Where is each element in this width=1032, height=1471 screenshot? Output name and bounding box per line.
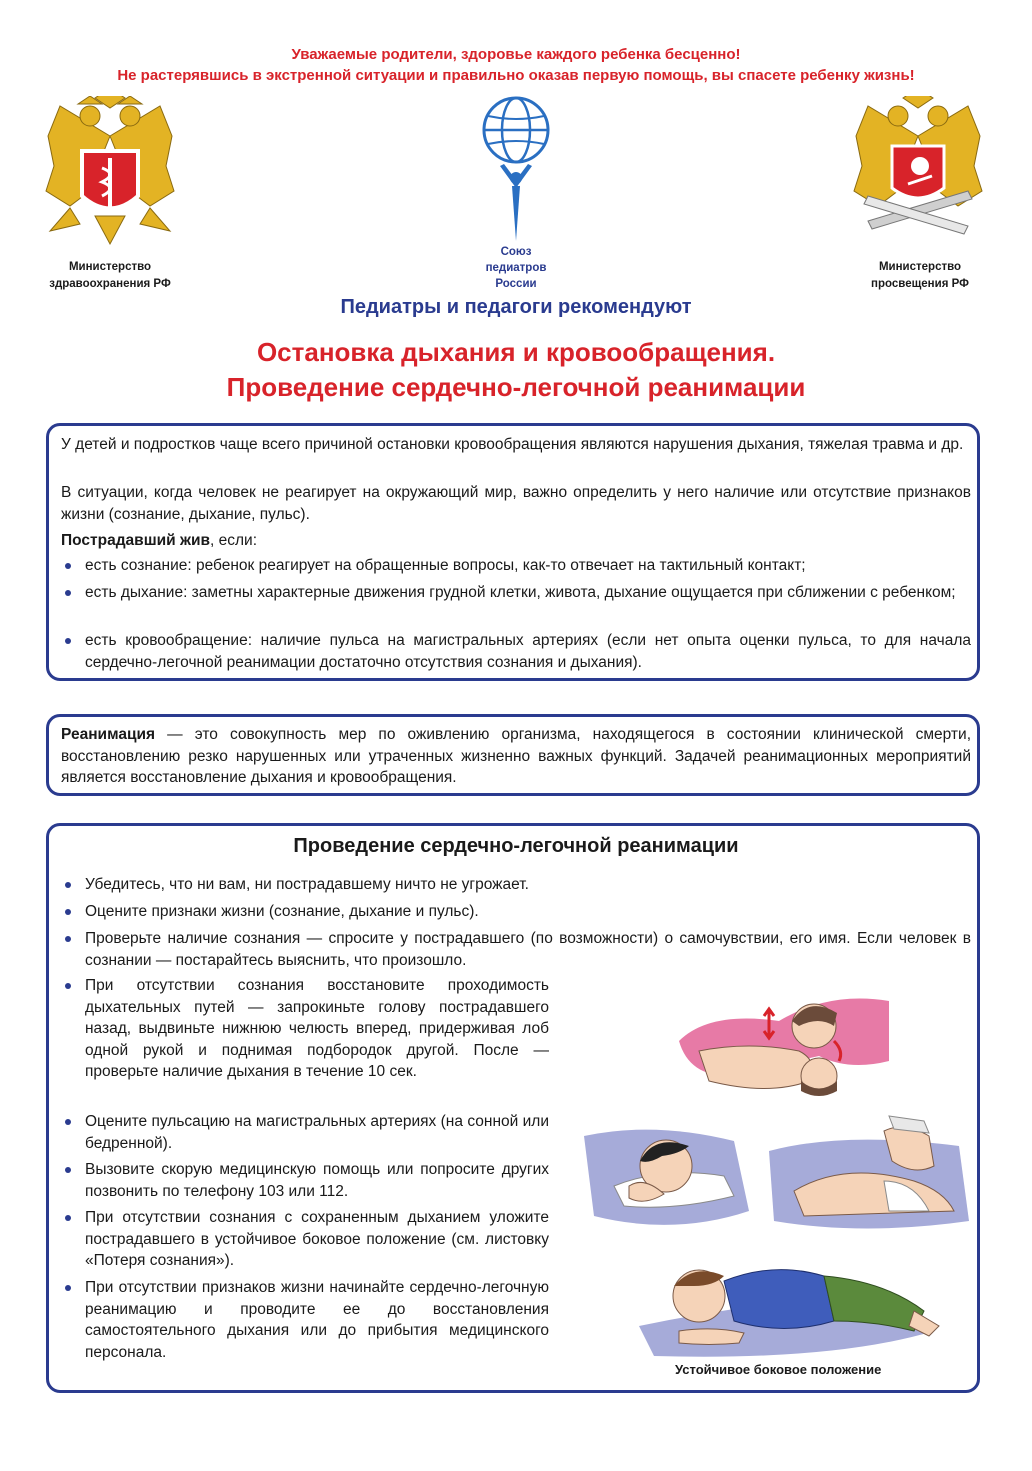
alive-criteria-heading (61, 530, 971, 552)
org-label-pediatrics-line1: Союз (500, 246, 532, 258)
bullet-icon (65, 638, 71, 644)
bullet-icon (65, 936, 71, 942)
header-line-2: Не растерявшись в экстренной ситуации и правильно оказав первую помощь, вы спасете ребенку жизнь! (117, 67, 915, 84)
org-label-pediatrics (466, 244, 566, 292)
org-label-education-line2: просвещения РФ (871, 278, 969, 290)
bullet-icon (65, 909, 71, 915)
cpr-step-4: При отсутствии сознания восстановите проходимость дыхательных путей — запрокиньте голову пострадавшего назад, выдвиньте нижнюю челюсть вперед, придерживая лоб одной рукой и поднимая подбородок другой. После — проверьте наличие дыхания в течение 10 сек. (85, 977, 549, 1080)
bullet-icon (65, 983, 71, 989)
definition-term: Реанимация (61, 726, 156, 743)
bullet-icon (65, 1119, 71, 1125)
cpr-step-5: Оцените пульсацию на магистральных артериях (на сонной или бедренной). (85, 1113, 549, 1152)
cpr-box (46, 823, 980, 1393)
org-label-health-line1: Министерство (68, 261, 152, 273)
intro-box (46, 423, 980, 681)
bullet-icon (65, 590, 71, 596)
eagle-emblem-icon (848, 96, 988, 246)
org-label-education-line1: Министерство (878, 261, 962, 273)
org-label-health (30, 259, 190, 293)
org-label-education (840, 259, 1000, 293)
cpr-step-2: Оцените признаки жизни (сознание, дыхание и пульс). (85, 903, 479, 920)
alive-bold: Пострадавший жив (61, 532, 211, 549)
page-title-line-2: Проведение сердечно-легочной реанимации (226, 372, 806, 402)
intro-paragraph-1: У детей и подростков чаще всего причиной остановки кровообращения являются нарушения дыхания, тяжелая травма и др. (61, 436, 964, 453)
pediatrics-union-logo-icon (478, 96, 554, 246)
alive-rest: , если: (210, 532, 258, 549)
eagle-emblem-icon (40, 96, 180, 246)
cpr-step-7: При отсутствии сознания с сохраненным дыханием уложите пострадавшего в устойчивое боковое положение (см. листовку «Потеря сознания»). (85, 1209, 549, 1269)
intro-item-3: есть кровообращение: наличие пульса на магистральных артериях (если нет опыта оценки пульса, то для начала сердечно-легочной реанимации достаточно отсутствия сознания и дыхания). (85, 632, 971, 671)
header-line-1: Уважаемые родители, здоровье каждого ребенка бесценно! (291, 46, 741, 63)
bullet-icon (65, 1215, 71, 1221)
cpr-step-1: Убедитесь, что ни вам, ни пострадавшему ничто не угрожает. (85, 876, 529, 893)
definition-text (61, 724, 971, 789)
recovery-position-caption: Устойчивое боковое положение (675, 1362, 882, 1377)
intro-item-2: есть дыхание: заметны характерные движения грудной клетки, живота, дыхание ощущается при сближении с ребенком; (85, 584, 956, 601)
definition-body: — это совокупность мер по оживлению организма, находящегося в состоянии клинической смерти, восстановлению резко нарушенных или утраченных жизненно важных функций. Задачей реанимационных мероприятий является восстановление дыхания и кровообращения. (61, 726, 971, 786)
intro-paragraph-2: В ситуации, когда человек не реагирует на окружающий мир, важно определить у него наличие или отсутствие признаков жизни (сознание, дыхание, пульс). (61, 484, 971, 523)
cpr-step-8: При отсутствии признаков жизни начинайте сердечно-легочную реанимацию и проводите ее до восстановления самостоятельного дыхания или до прибытия медицинского персонала. (85, 1279, 549, 1361)
bullet-icon (65, 1167, 71, 1173)
bullet-icon (65, 1285, 71, 1291)
recommend-subtitle: Педиатры и педагоги рекомендуют (340, 296, 692, 318)
cpr-heading: Проведение сердечно-легочной реанимации (293, 835, 739, 857)
org-label-pediatrics-line2: педиатров (485, 262, 547, 274)
definition-box (46, 714, 980, 796)
cpr-step-6: Вызовите скорую медицинскую помощь или попросите других позвонить по телефону 103 или 112. (85, 1161, 549, 1200)
intro-item-1: есть сознание: ребенок реагирует на обращенные вопросы, как-то отвечает на тактильный контакт; (85, 557, 806, 574)
org-label-pediatrics-line3: России (495, 278, 537, 290)
carotid-pulse-illustration (574, 1116, 754, 1241)
recovery-position-illustration (634, 1251, 944, 1366)
bullet-icon (65, 882, 71, 888)
airway-opening-illustration (669, 981, 899, 1101)
cpr-step-3: Проверьте наличие сознания — спросите у пострадавшего (по возможности) о самочувствии, его имя. Если человек в сознании — постарайтесь выяснить, что произошло. (85, 930, 971, 969)
page-title-line-1: Остановка дыхания и кровообращения. (256, 337, 776, 367)
org-label-health-line2: здравоохранения РФ (49, 278, 171, 290)
bullet-icon (65, 563, 71, 569)
femoral-pulse-illustration (764, 1111, 974, 1241)
